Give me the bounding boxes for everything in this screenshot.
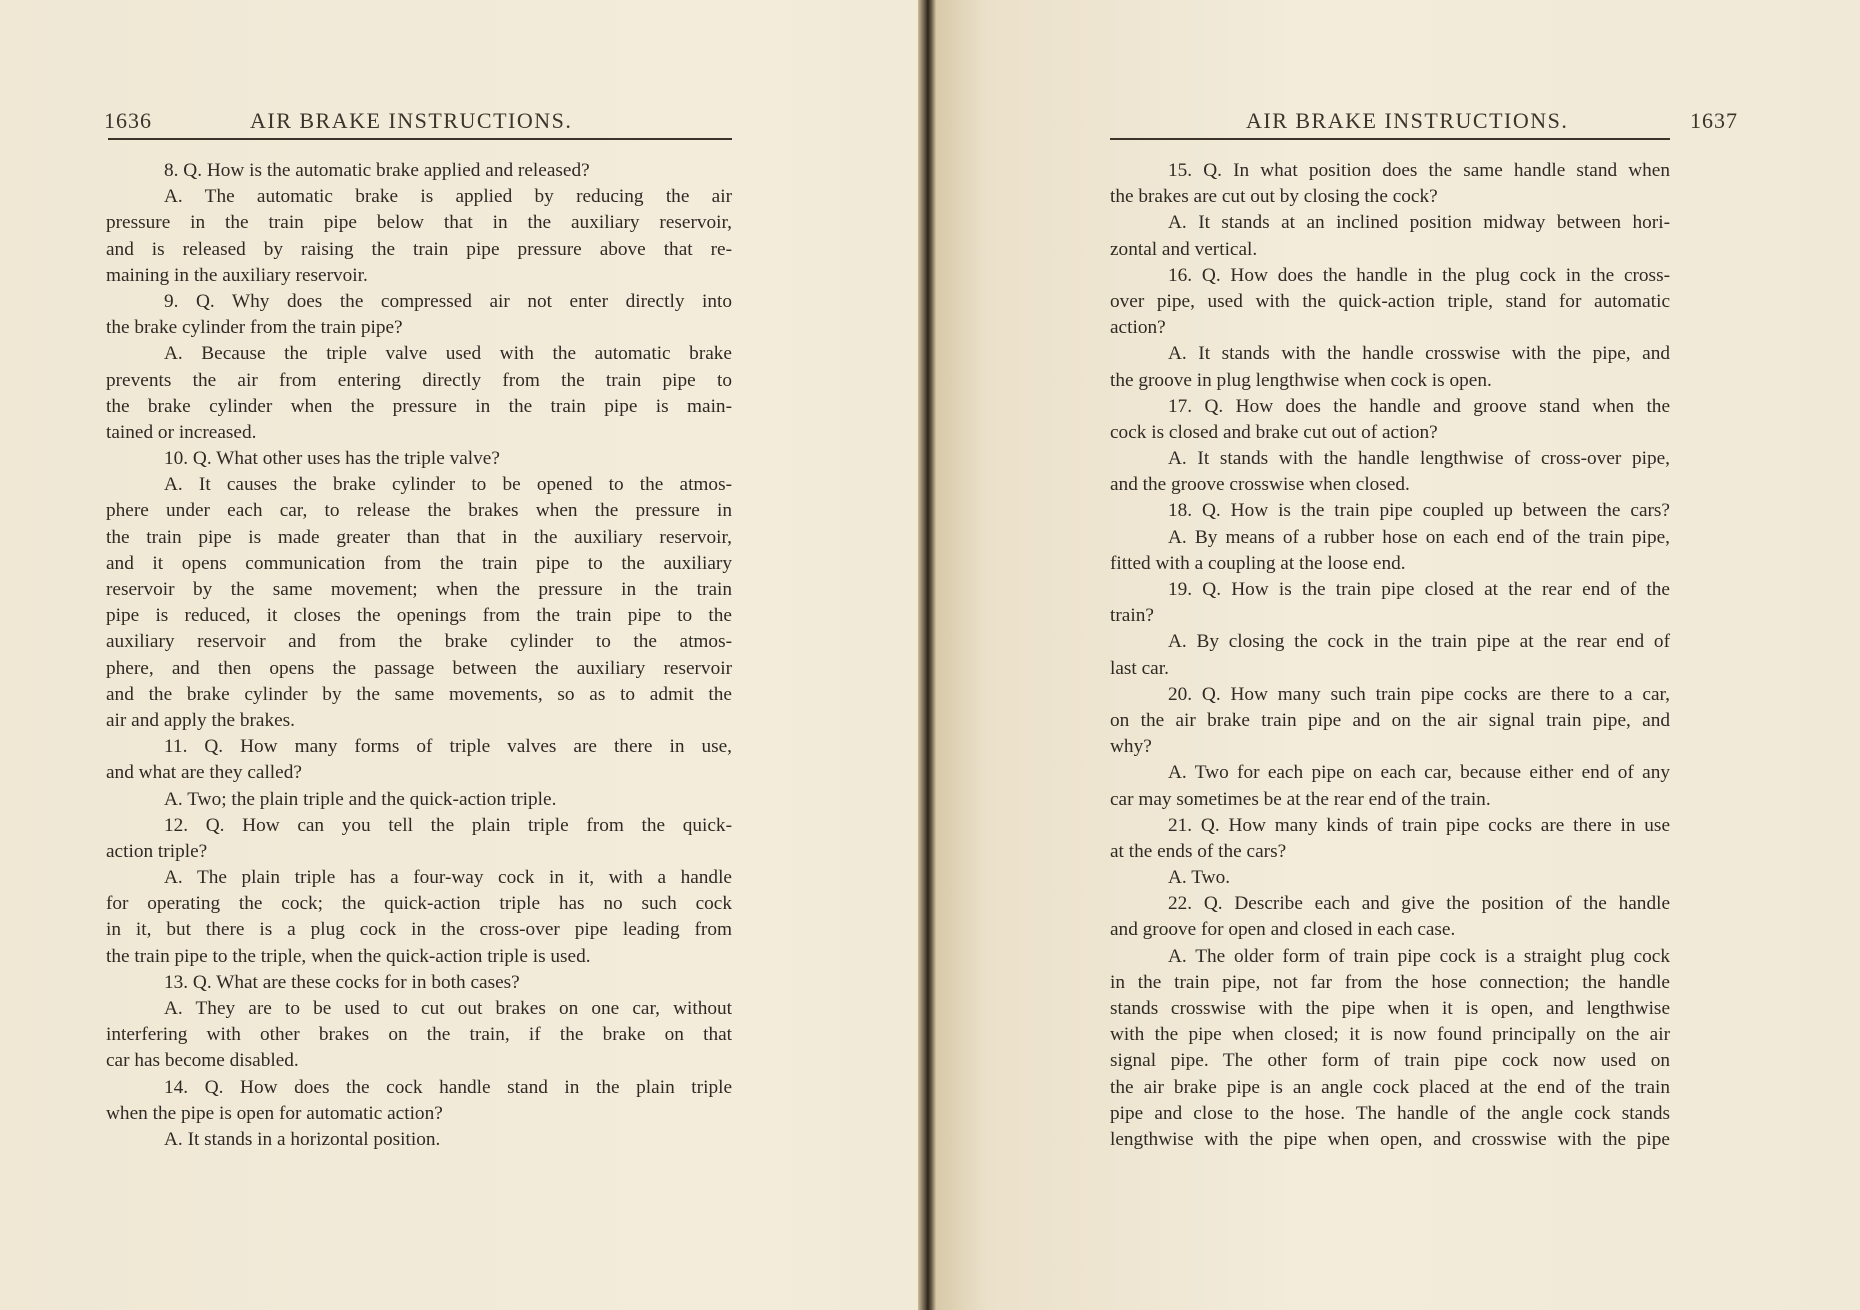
text-line: on the air brake train pipe and on the air signal train pipe, and — [1110, 709, 1670, 731]
text-line: 10. Q. What other uses has the triple valve? — [164, 448, 500, 470]
text-line: pipe is reduced, it closes the openings from the train pipe to the — [106, 605, 732, 627]
page-body — [1110, 158, 1670, 1153]
right-page — [932, 0, 1860, 1310]
text-line: auxiliary reservoir and from the brake cylinder to the atmos- — [106, 631, 732, 653]
text-line: A. It stands with the handle lengthwise of cross-over pipe, — [1168, 448, 1670, 470]
text-line: interfering with other brakes on the train, if the brake on that — [106, 1024, 732, 1046]
text-line: A. By closing the cock in the train pipe at the rear end of — [1168, 631, 1670, 653]
text-line: phere under each car, to release the brakes when the pressure in — [106, 500, 732, 522]
text-line: the train pipe is made greater than that in the auxiliary reservoir, — [106, 526, 732, 548]
text-line: the brake cylinder when the pressure in the train pipe is main- — [106, 395, 732, 417]
text-line: and is released by raising the train pipe pressure above that re- — [106, 238, 732, 260]
running-title: AIR BRAKE INSTRUCTIONS. — [250, 108, 573, 133]
text-line: car has become disabled. — [106, 1050, 299, 1072]
text-line: lengthwise with the pipe when open, and crosswise with the pipe — [1110, 1128, 1670, 1150]
text-line: action? — [1110, 317, 1166, 339]
text-line: the groove in plug lengthwise when cock is open. — [1110, 369, 1492, 391]
text-line: A. By means of a rubber hose on each end of the train pipe, — [1168, 526, 1670, 548]
text-line: over pipe, used with the quick-action triple, stand for automatic — [1110, 290, 1670, 312]
text-line: pressure in the train pipe below that in the auxiliary reservoir, — [106, 212, 732, 234]
text-line: signal pipe. The other form of train pipe cock now used on — [1110, 1050, 1670, 1072]
text-line: with the pipe when closed; it is now found principally on the air — [1110, 1024, 1670, 1046]
text-line: A. Two; the plain triple and the quick-action triple. — [164, 788, 557, 810]
text-line: 18. Q. How is the train pipe coupled up between the cars? — [1168, 500, 1670, 522]
text-line: stands crosswise with the pipe when it is open, and lengthwise — [1110, 998, 1670, 1019]
text-line: in it, but there is a plug cock in the cross-over pipe leading from — [106, 919, 732, 941]
text-line: the train pipe to the triple, when the quick-action triple is used. — [106, 945, 591, 967]
text-line: tained or increased. — [106, 421, 257, 443]
text-line: and it opens communication from the train pipe to the auxiliary — [106, 552, 732, 574]
text-line: action triple? — [106, 840, 208, 862]
text-line: and what are they called? — [106, 762, 302, 784]
text-line: A. The plain triple has a four-way cock in it, with a handle — [164, 867, 732, 889]
text-line: 11. Q. How many forms of triple valves are there in use, — [164, 736, 732, 758]
page-number: 1636 — [104, 108, 152, 133]
text-line: 17. Q. How does the handle and groove stand when the — [1168, 395, 1670, 417]
text-line: and groove for open and closed in each case. — [1110, 919, 1456, 941]
text-line: pipe and close to the hose. The handle of the angle cock stands — [1110, 1102, 1670, 1124]
text-line: 9. Q. Why does the compressed air not enter directly into — [164, 290, 732, 312]
text-line: 14. Q. How does the cock handle stand in the plain triple — [164, 1076, 732, 1098]
text-line: 12. Q. How can you tell the plain triple from the quick- — [164, 814, 732, 836]
text-line: 15. Q. In what position does the same handle stand when — [1168, 160, 1670, 181]
text-line: the brakes are cut out by closing the cock? — [1110, 186, 1438, 208]
text-line: train? — [1110, 605, 1154, 627]
text-line: prevents the air from entering directly from the train pipe to — [106, 369, 732, 391]
text-line: A. Because the triple valve used with the automatic brake — [164, 343, 732, 365]
text-line: A. It stands with the handle crosswise with the pipe, and — [1168, 343, 1670, 365]
text-line: A. The automatic brake is applied by reducing the air — [164, 186, 732, 208]
text-line: phere, and then opens the passage between the auxiliary reservoir — [106, 657, 732, 679]
text-line: the brake cylinder from the train pipe? — [106, 317, 403, 339]
text-line: 8. Q. How is the automatic brake applied and released? — [164, 160, 590, 181]
text-line: and the groove crosswise when closed. — [1110, 474, 1410, 496]
text-line: in the train pipe, not far from the hose connection; the handle — [1110, 971, 1670, 993]
header-rule — [1110, 138, 1670, 140]
left-page — [0, 0, 928, 1310]
text-line: A. It stands in a horizontal position. — [164, 1128, 441, 1150]
text-line: A. The older form of train pipe cock is a straight plug cock — [1168, 945, 1670, 967]
text-line: maining in the auxiliary reservoir. — [106, 264, 368, 286]
book-gutter — [918, 0, 936, 1310]
text-line: at the ends of the cars? — [1110, 840, 1287, 862]
text-line: reservoir by the same movement; when the pressure in the train — [106, 579, 732, 600]
text-line: for operating the cock; the quick-action triple has no such cock — [106, 893, 732, 915]
text-line: when the pipe is open for automatic action? — [106, 1102, 443, 1124]
text-line: why? — [1110, 736, 1152, 758]
text-line: 21. Q. How many kinds of train pipe cocks are there in use — [1168, 814, 1670, 836]
text-line: zontal and vertical. — [1110, 238, 1258, 260]
text-line: and the brake cylinder by the same movements, so as to admit the — [106, 683, 732, 705]
text-line: 13. Q. What are these cocks for in both cases? — [164, 971, 520, 993]
text-line: fitted with a coupling at the loose end. — [1110, 552, 1406, 574]
text-line: A. Two for each pipe on each car, because either end of any — [1168, 762, 1670, 784]
text-line: air and apply the brakes. — [106, 709, 295, 731]
text-line: A. They are to be used to cut out brakes on one car, without — [164, 998, 732, 1019]
text-line: car may sometimes be at the rear end of the train. — [1110, 788, 1491, 810]
text-line: cock is closed and brake cut out of action? — [1110, 421, 1438, 443]
text-line: A. It stands at an inclined position midway between hori- — [1168, 212, 1670, 234]
running-title: AIR BRAKE INSTRUCTIONS. — [1246, 108, 1569, 133]
text-line: last car. — [1110, 657, 1169, 679]
text-line: A. Two. — [1168, 867, 1231, 889]
header-rule — [108, 138, 732, 140]
text-line: A. It causes the brake cylinder to be opened to the atmos- — [164, 474, 732, 496]
page-number: 1637 — [1690, 108, 1738, 133]
text-line: 22. Q. Describe each and give the position of the handle — [1168, 893, 1670, 915]
text-line: the air brake pipe is an angle cock placed at the end of the train — [1110, 1076, 1670, 1098]
text-line: 19. Q. How is the train pipe closed at the rear end of the — [1168, 579, 1670, 600]
page-body — [106, 158, 732, 1153]
text-line: 20. Q. How many such train pipe cocks are there to a car, — [1168, 683, 1670, 705]
text-line: 16. Q. How does the handle in the plug cock in the cross- — [1168, 264, 1670, 286]
